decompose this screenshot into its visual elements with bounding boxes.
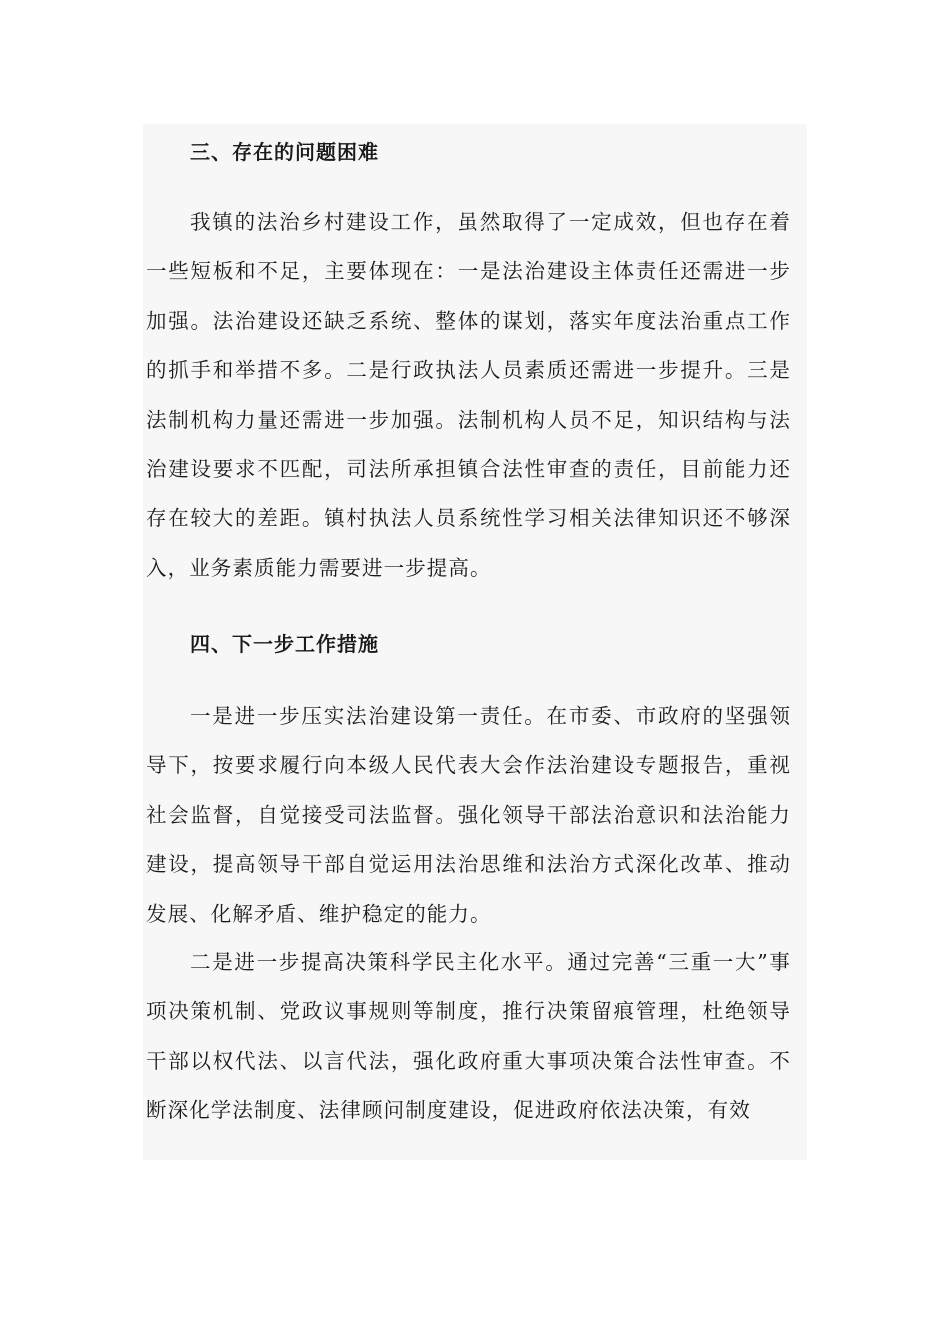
document-page [143,124,807,1160]
paragraph-responsibility: 一是进一步压实法治建设第一责任。在市委、市政府的坚强领导下，按要求履行向本级人民代表大会作法治建设专题报告，重视社会监督，自觉接受司法监督。强化领导干部法治意识和法治能力建设，提高领导干部自觉运用法治思维和法治方式深化改革、推动发展、化解矛盾、维护稳定的能力。 [146,704,791,926]
section-heading-next-steps: 四、下一步工作措施 [190,632,379,656]
section-heading-problems: 三、存在的问题困难 [190,140,379,164]
paragraph-decision-making: 二是进一步提高决策科学民主化水平。通过完善“三重一大”事项决策机制、党政议事规则等制度，推行决策留痕管理，杜绝领导干部以权代法、以言代法，强化政府重大事项决策合法性审查。不断深化学法制度、法律顾问制度建设，促进政府依法决策，有效 [146,950,791,1123]
paragraph-problems: 我镇的法治乡村建设工作，虽然取得了一定成效，但也存在着一些短板和不足，主要体现在：一是法治建设主体责任还需进一步加强。法治建设还缺乏系统、整体的谋划，落实年度法治重点工作的抓手和举措不多。二是行政执法人员素质还需进一步提升。三是法制机构力量还需进一步加强。法制机构人员不足，知识结构与法治建设要求不匹配，司法所承担镇合法性审查的责任，目前能力还存在较大的差距。镇村执法人员系统性学习相关法律知识还不够深入，业务素质能力需要进一步提高。 [146,210,791,580]
